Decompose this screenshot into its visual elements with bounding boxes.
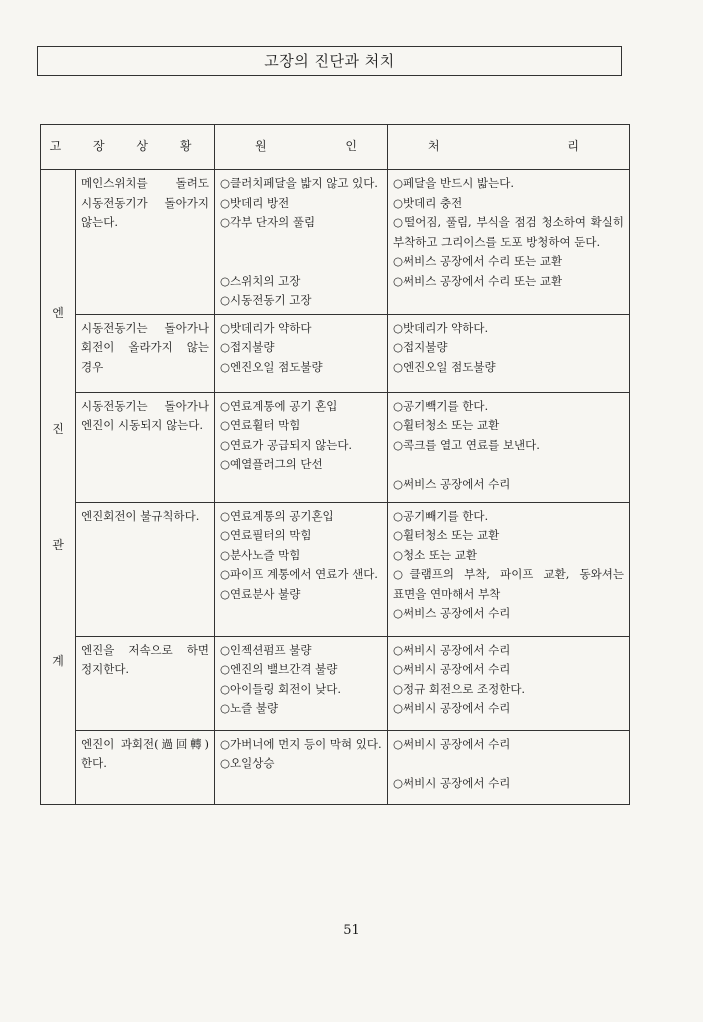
cause-item: ○스위치의 고장	[220, 273, 301, 288]
table-row	[41, 170, 630, 315]
cause-item: ○연료분사 불량	[220, 586, 301, 601]
table-row	[41, 636, 630, 730]
symptom-cell: 엔진이 과회전(過回轉) 한다.	[76, 730, 215, 804]
table-row	[41, 730, 630, 804]
remedy-item: ○써비스 공장에서 수리 또는 교환	[393, 254, 563, 268]
cause-item: ○엔진의 밸브간격 불량	[220, 662, 338, 676]
cause-item: ○연료필터의 막힘	[220, 528, 312, 542]
table-header-row	[41, 125, 630, 170]
category-char: 진	[52, 421, 64, 436]
remedy-item: ○밧데리 충전	[393, 195, 463, 210]
symptom-cell: 시동전동기는 돌아가나 엔진이 시동되지 않는다.	[76, 392, 215, 502]
remedy-cell	[388, 170, 630, 315]
remedy-item: ○공기빽기를 한다.	[393, 398, 489, 413]
category-char: 엔	[52, 305, 64, 320]
remedy-item: ○써비시 공장에서 수리	[393, 775, 511, 790]
cause-cell	[215, 170, 388, 315]
remedy-item: ○써비시 공장에서 수리	[393, 642, 511, 657]
cause-item: ○연료휠터 막힘	[220, 418, 301, 432]
cause-item: ○가버너에 먼지 등이 막혀 있다.	[220, 736, 382, 751]
remedy-item: ○써비시 공장에서 수리	[393, 662, 511, 676]
cause-item: ○클러치페달을 밟지 않고 있다.	[220, 176, 378, 190]
category-engine	[41, 170, 76, 805]
symptom-cell: 메인스위치를 돌려도 시동전동기가 돌아가지 않는다.	[76, 170, 215, 315]
cause-item: ○인젝션펌프 불량	[220, 642, 312, 657]
remedy-item: ○청소 또는 교환	[393, 547, 477, 562]
cause-item: ○시동전동기 고장	[220, 293, 312, 307]
cause-item: ○연료계통의 공기혼입	[220, 508, 334, 523]
remedy-item: ○휠터청소 또는 교환	[393, 528, 500, 542]
remedy-cell	[388, 730, 630, 804]
cause-item: ○접지불량	[220, 340, 275, 354]
remedy-item: ○써비스 공장에서 수리	[393, 476, 511, 491]
remedy-item: ○공기빼기를 한다.	[393, 508, 489, 523]
cause-cell	[215, 636, 388, 730]
cause-item: ○밧데리 방전	[220, 195, 290, 210]
page-number: 51	[343, 923, 360, 938]
remedy-item: ○써비시 공장에서 수리	[393, 736, 511, 751]
symptom-cell: 시동전동기는 돌아가나 회전이 올라가지 않는 경우	[76, 314, 215, 392]
remedy-cell	[388, 314, 630, 392]
remedy-item: ○떨어짐, 풀림, 부식을 점검 청소하여 확실히 부착하고 그리이스를 도포 방청하여 둔다.	[393, 215, 624, 249]
cause-item: ○노즐 불량	[220, 701, 279, 715]
table-row	[41, 502, 630, 636]
cause-item: ○각부 단자의 풀림	[220, 215, 316, 229]
cause-cell	[215, 392, 388, 502]
remedy-item: ○밧데리가 약하다.	[393, 320, 489, 335]
remedy-item: ○엔진오일 점도불량	[393, 359, 496, 374]
cause-item: ○밧데리가 약하다	[220, 320, 312, 335]
table-row	[41, 314, 630, 392]
category-char: 관	[52, 537, 64, 552]
remedy-item: ○휠터청소 또는 교환	[393, 418, 500, 432]
cause-cell	[215, 502, 388, 636]
cause-item: ○오일상승	[220, 756, 275, 770]
header-cause: 원 인	[215, 125, 388, 170]
cause-item: ○예열플러그의 단선	[220, 457, 323, 471]
remedy-item: ○써비스 공장에서 수리 또는 교환	[393, 273, 563, 288]
cause-item: ○분사노즐 막힘	[220, 547, 301, 562]
remedy-item: ○써비스 공장에서 수리	[393, 606, 511, 620]
remedy-item: ○페달을 반드시 밟는다.	[393, 176, 514, 190]
remedy-cell	[388, 392, 630, 502]
cause-item: ○엔진오일 점도불량	[220, 359, 323, 374]
remedy-item: ○접지불량	[393, 340, 448, 354]
remedy-item: ○콕크를 열고 연료를 보낸다.	[393, 437, 540, 452]
cause-cell	[215, 730, 388, 804]
cause-item: ○연료가 공급되지 않는다.	[220, 437, 353, 452]
symptom-cell: 엔진을 저속으로 하면 정지한다.	[76, 636, 215, 730]
troubleshooting-table	[40, 124, 630, 805]
remedy-cell	[388, 502, 630, 636]
cause-item: ○파이프 계통에서 연료가 샌다.	[220, 567, 378, 581]
remedy-item: ○써비시 공장에서 수리	[393, 701, 511, 715]
cause-item: ○연료계통에 공기 혼입	[220, 398, 338, 413]
cause-cell	[215, 314, 388, 392]
remedy-cell	[388, 636, 630, 730]
remedy-item: ○정규 회전으로 조정한다.	[393, 681, 526, 696]
symptom-cell: 엔진회전이 불규칙하다.	[76, 502, 215, 636]
table-row	[41, 392, 630, 502]
category-char: 계	[52, 653, 64, 668]
section-title: 고장의 진단과 처치	[37, 46, 622, 76]
remedy-item: ○클램프의 부착, 파이프 교환, 동와셔는 표면을 연마해서 부착	[393, 567, 624, 601]
cause-item: ○아이들링 회전이 낮다.	[220, 681, 341, 696]
header-symptom: 고 장 상 황	[41, 125, 215, 170]
header-remedy: 처 리	[388, 125, 630, 170]
